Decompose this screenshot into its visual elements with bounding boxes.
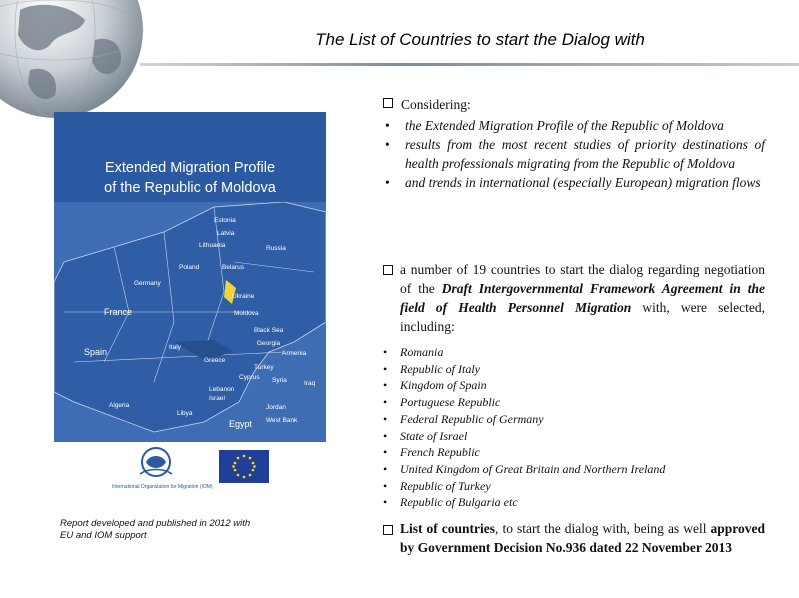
selection-section [383,260,765,511]
approval-paragraph: List of countries, to start the dialog with, being as well approved by Government Decision No.936 dated 22 November 2013 [383,520,765,557]
considering-heading: Considering: [383,95,765,114]
list-item: • Republic of Turkey [383,478,765,495]
list-item: • State of Israel [383,428,765,445]
list-item: • Romania [383,344,765,361]
iom-logo-text: International Organization for Migration (IOM) [112,484,213,490]
checkbox-bullet-icon [383,265,393,275]
title-divider [140,63,799,66]
approval-section [383,520,765,557]
list-item: • and trends in international (especially European) migration flows [383,173,765,192]
report-cover-image: Extended Migration Profile of the Republic of Moldova Estonia Latvia Lithuania Russia Poland Belarus Germany Ukraine France Moldova Black Sea Georgia Armenia Spain Italy Greece Turkey Cyprus Lebanon Israel Jordan Algeria Libya Egypt West Bank Syria Iraq International Organization for Migration (IOM) [54,112,326,500]
slide-title: The List of Countries to start the Dialog with [315,30,645,49]
list-item: • Republic of Italy [383,361,765,378]
globe-image [0,0,150,120]
selection-paragraph: a number of 19 countries to start the dialog regarding negotiation of the Draft Intergovernmental Framework Agreement in the field of Health Personnel Migration with, were selected, including: [383,260,765,336]
countries-list [383,344,765,511]
list-item: • Portuguese Republic [383,394,765,411]
list-item: • Federal Republic of Germany [383,411,765,428]
cover-logos [54,442,326,500]
cover-caption: Report developed and published in 2012 with EU and IOM support [60,518,251,541]
list-item: • Kingdom of Spain [383,377,765,394]
list-item: • United Kingdom of Great Britain and Northern Ireland [383,461,765,478]
cover-title: Extended Migration Profile of the Republic of Moldova [104,160,276,196]
checkbox-bullet-icon [383,525,393,535]
considering-section [383,95,765,192]
eu-flag-logo [219,450,269,483]
list-item: • French Republic [383,444,765,461]
list-item: • the Extended Migration Profile of the Republic of Moldova [383,116,765,135]
considering-list [383,116,765,192]
list-item: • Republic of Bulgaria etc [383,494,765,511]
iom-logo [136,446,176,480]
checkbox-bullet-icon [383,98,393,108]
list-item: • results from the most recent studies of priority destinations of health professionals migrating from the Republic of Moldova [383,135,765,173]
